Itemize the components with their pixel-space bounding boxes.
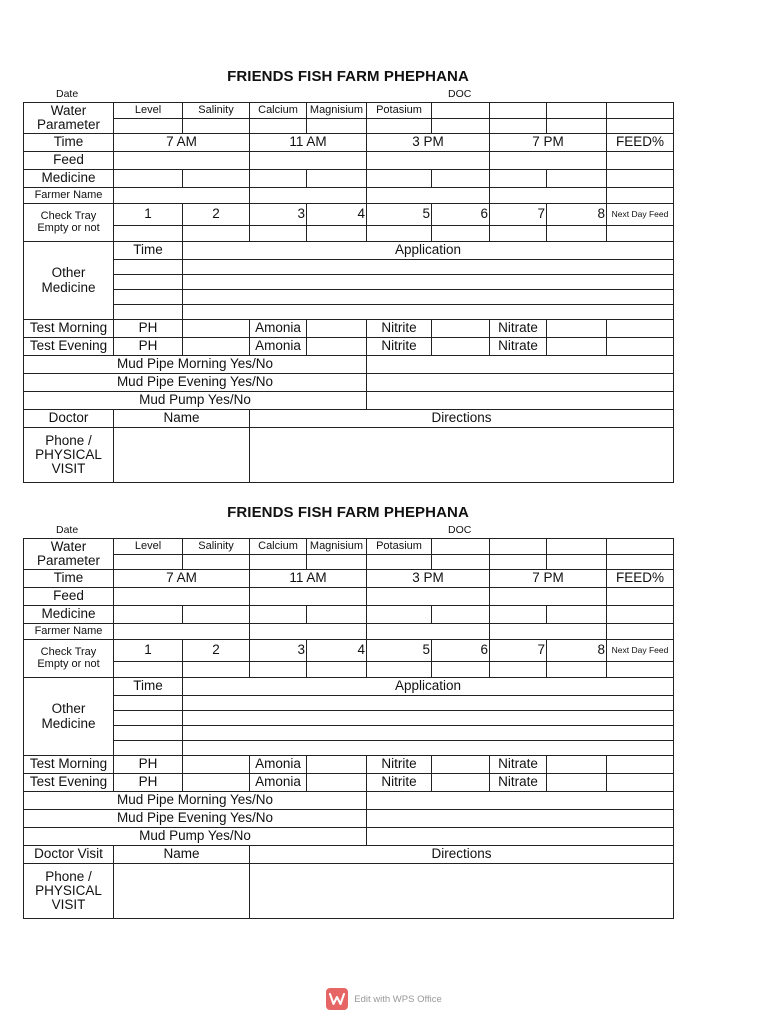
nitrite-cell[interactable] xyxy=(432,756,490,774)
farm-log-table xyxy=(23,538,674,919)
tray-number: 7 xyxy=(490,640,547,662)
doctor-directions-header: Directions xyxy=(250,410,674,428)
medicine-cell[interactable] xyxy=(183,606,250,624)
doctor-name-header: Name xyxy=(114,846,250,864)
medicine-cell[interactable] xyxy=(114,606,183,624)
phone-physical-visit-label: Phone / PHYSICAL VISIT xyxy=(24,428,114,483)
other-medicine-time-header: Time xyxy=(114,678,183,696)
feed-percent-header: FEED% xyxy=(607,570,674,588)
ph-label: PH xyxy=(114,338,183,356)
tray-number: 1 xyxy=(114,640,183,662)
medicine-cell[interactable] xyxy=(307,170,367,188)
doctor-name-header: Name xyxy=(114,410,250,428)
amonia-label: Amonia xyxy=(250,774,307,792)
tray-cell[interactable] xyxy=(183,662,250,678)
tray-cell[interactable] xyxy=(367,662,432,678)
tray-cell[interactable] xyxy=(547,662,607,678)
other-medicine-application-cell[interactable] xyxy=(183,275,674,290)
amonia-cell[interactable] xyxy=(307,756,367,774)
blank-cell[interactable] xyxy=(607,774,674,792)
water-parameter-label: Water Parameter xyxy=(24,539,114,570)
doc-label: DOC xyxy=(448,88,472,100)
level-header: Level xyxy=(114,103,183,119)
nitrite-label: Nitrite xyxy=(367,774,432,792)
mud-pump-cell[interactable] xyxy=(367,828,674,846)
blank-cell[interactable] xyxy=(432,103,490,119)
feed-percent-cell[interactable] xyxy=(607,152,674,170)
nitrate-label: Nitrate xyxy=(490,774,547,792)
mud-pipe-morning-cell[interactable] xyxy=(367,792,674,810)
feed-cell[interactable] xyxy=(114,588,250,606)
medicine-cell[interactable] xyxy=(547,606,607,624)
medicine-cell[interactable] xyxy=(183,170,250,188)
magnisium-value-cell[interactable] xyxy=(307,119,367,134)
other-medicine-time-cell[interactable] xyxy=(114,696,183,711)
medicine-cell[interactable] xyxy=(547,170,607,188)
wps-logo-icon xyxy=(326,988,348,1010)
tray-number: 2 xyxy=(183,640,250,662)
tray-cell[interactable] xyxy=(490,662,547,678)
blank-cell[interactable] xyxy=(607,539,674,555)
farmer-name-cell[interactable] xyxy=(114,188,250,204)
other-medicine-application-cell[interactable] xyxy=(183,711,674,726)
next-day-feed-cell[interactable] xyxy=(607,662,674,678)
blank-cell[interactable] xyxy=(607,119,674,134)
potasium-value-cell[interactable] xyxy=(367,555,432,570)
tray-cell[interactable] xyxy=(114,662,183,678)
water-parameter-label: Water Parameter xyxy=(24,103,114,134)
feed-cell[interactable] xyxy=(250,588,367,606)
nitrite-label: Nitrite xyxy=(367,338,432,356)
other-medicine-application-header: Application xyxy=(183,678,674,696)
blank-cell[interactable] xyxy=(607,555,674,570)
magnisium-header: Magnisium xyxy=(307,103,367,119)
tray-number: 8 xyxy=(547,204,607,226)
date-label: Date xyxy=(56,524,79,536)
farmer-name-label: Farmer Name xyxy=(24,624,114,640)
doctor-name-cell[interactable] xyxy=(114,428,250,483)
farmer-name-label: Farmer Name xyxy=(24,188,114,204)
blank-cell[interactable] xyxy=(490,555,547,570)
medicine-cell[interactable] xyxy=(114,170,183,188)
form-title: FRIENDS FISH FARM PHEPHANA xyxy=(227,68,469,85)
blank-cell[interactable] xyxy=(432,119,490,134)
other-medicine-time-cell[interactable] xyxy=(114,711,183,726)
farmer-name-cell[interactable] xyxy=(607,188,674,204)
medicine-cell[interactable] xyxy=(490,170,547,188)
other-medicine-application-cell[interactable] xyxy=(183,290,674,305)
tray-cell[interactable] xyxy=(432,226,490,242)
level-value-cell[interactable] xyxy=(114,555,183,570)
test-evening-label: Test Evening xyxy=(24,774,114,792)
nitrate-label: Nitrate xyxy=(490,338,547,356)
medicine-cell[interactable] xyxy=(432,170,490,188)
mud-pipe-evening-cell[interactable] xyxy=(367,374,674,392)
tray-number: 6 xyxy=(432,640,490,662)
blank-cell[interactable] xyxy=(607,338,674,356)
blank-cell[interactable] xyxy=(607,756,674,774)
check-tray-label: Check Tray Empty or not xyxy=(24,204,114,242)
tray-cell[interactable] xyxy=(547,226,607,242)
other-medicine-time-cell[interactable] xyxy=(114,290,183,305)
time-label: Time xyxy=(24,570,114,588)
other-medicine-time-cell[interactable] xyxy=(114,305,183,320)
level-header: Level xyxy=(114,539,183,555)
blank-cell[interactable] xyxy=(607,320,674,338)
ph-cell[interactable] xyxy=(183,338,250,356)
level-value-cell[interactable] xyxy=(114,119,183,134)
other-medicine-time-cell[interactable] xyxy=(114,260,183,275)
feed-cell[interactable] xyxy=(250,152,367,170)
amonia-label: Amonia xyxy=(250,756,307,774)
time-slot-7pm: 7 PM xyxy=(490,134,607,152)
other-medicine-application-header: Application xyxy=(183,242,674,260)
medicine-cell[interactable] xyxy=(367,606,432,624)
blank-cell[interactable] xyxy=(547,555,607,570)
medicine-cell[interactable] xyxy=(607,606,674,624)
nitrate-label: Nitrate xyxy=(490,320,547,338)
medicine-cell[interactable] xyxy=(250,170,307,188)
ph-label: PH xyxy=(114,774,183,792)
tray-number: 8 xyxy=(547,640,607,662)
feed-percent-cell[interactable] xyxy=(607,588,674,606)
farmer-name-cell[interactable] xyxy=(114,624,250,640)
blank-cell[interactable] xyxy=(432,555,490,570)
nitrite-label: Nitrite xyxy=(367,756,432,774)
other-medicine-application-cell[interactable] xyxy=(183,726,674,741)
next-day-feed-label: Next Day Feed xyxy=(607,204,674,226)
doc-label: DOC xyxy=(448,524,472,536)
tray-number: 5 xyxy=(367,640,432,662)
amonia-label: Amonia xyxy=(250,320,307,338)
other-medicine-application-cell[interactable] xyxy=(183,260,674,275)
ph-cell[interactable] xyxy=(183,320,250,338)
time-slot-7am: 7 AM xyxy=(114,134,250,152)
mud-pipe-evening-cell[interactable] xyxy=(367,810,674,828)
doctor-directions-header: Directions xyxy=(250,846,674,864)
medicine-label: Medicine xyxy=(24,606,114,624)
time-slot-7pm: 7 PM xyxy=(490,570,607,588)
medicine-cell[interactable] xyxy=(250,606,307,624)
feed-cell[interactable] xyxy=(114,152,250,170)
blank-cell[interactable] xyxy=(432,539,490,555)
farmer-name-cell[interactable] xyxy=(367,624,490,640)
next-day-feed-cell[interactable] xyxy=(607,226,674,242)
other-medicine-label: Other Medicine xyxy=(24,242,114,320)
amonia-label: Amonia xyxy=(250,338,307,356)
blank-cell[interactable] xyxy=(490,103,547,119)
farmer-name-cell[interactable] xyxy=(490,624,607,640)
doctor-name-cell[interactable] xyxy=(114,864,250,919)
doctor-visit-label: Doctor Visit xyxy=(24,846,114,864)
amonia-cell[interactable] xyxy=(307,320,367,338)
tray-cell[interactable] xyxy=(183,226,250,242)
wps-w-icon xyxy=(329,992,345,1006)
tray-cell[interactable] xyxy=(367,226,432,242)
mud-pipe-evening-label: Mud Pipe Evening Yes/No xyxy=(24,810,367,828)
ph-label: PH xyxy=(114,320,183,338)
tray-number: 3 xyxy=(250,204,307,226)
magnisium-header: Magnisium xyxy=(307,539,367,555)
other-medicine-time-cell[interactable] xyxy=(114,275,183,290)
tray-number: 3 xyxy=(250,640,307,662)
other-medicine-time-header: Time xyxy=(114,242,183,260)
feed-label: Feed xyxy=(24,588,114,606)
salinity-value-cell[interactable] xyxy=(183,555,250,570)
test-morning-label: Test Morning xyxy=(24,756,114,774)
wps-edit-banner[interactable] xyxy=(0,988,768,1010)
nitrate-cell[interactable] xyxy=(547,320,607,338)
tray-number: 5 xyxy=(367,204,432,226)
amonia-cell[interactable] xyxy=(307,338,367,356)
feed-cell[interactable] xyxy=(367,152,490,170)
wps-edit-text[interactable]: Edit with WPS Office xyxy=(354,993,442,1005)
farmer-name-cell[interactable] xyxy=(490,188,607,204)
mud-pipe-morning-label: Mud Pipe Morning Yes/No xyxy=(24,356,367,374)
magnisium-value-cell[interactable] xyxy=(307,555,367,570)
nitrite-cell[interactable] xyxy=(432,774,490,792)
tray-cell[interactable] xyxy=(250,662,307,678)
mud-pump-label: Mud Pump Yes/No xyxy=(24,828,367,846)
mud-pipe-morning-cell[interactable] xyxy=(367,356,674,374)
doctor-directions-cell[interactable] xyxy=(250,428,674,483)
tray-number: 4 xyxy=(307,204,367,226)
tray-cell[interactable] xyxy=(490,226,547,242)
time-slot-11am: 11 AM xyxy=(250,570,367,588)
amonia-cell[interactable] xyxy=(307,774,367,792)
test-morning-label: Test Morning xyxy=(24,320,114,338)
farmer-name-cell[interactable] xyxy=(607,624,674,640)
check-tray-label: Check Tray Empty or not xyxy=(24,640,114,678)
time-label: Time xyxy=(24,134,114,152)
blank-cell[interactable] xyxy=(490,539,547,555)
time-slot-3pm: 3 PM xyxy=(367,570,490,588)
medicine-cell[interactable] xyxy=(307,606,367,624)
blank-cell[interactable] xyxy=(547,103,607,119)
ph-cell[interactable] xyxy=(183,774,250,792)
tray-cell[interactable] xyxy=(432,662,490,678)
medicine-cell[interactable] xyxy=(490,606,547,624)
other-medicine-time-cell[interactable] xyxy=(114,726,183,741)
farm-log-table xyxy=(23,102,674,483)
tray-cell[interactable] xyxy=(307,662,367,678)
mud-pump-label: Mud Pump Yes/No xyxy=(24,392,367,410)
calcium-header: Calcium xyxy=(250,539,307,555)
salinity-header: Salinity xyxy=(183,539,250,555)
potasium-header: Potasium xyxy=(367,103,432,119)
date-label: Date xyxy=(56,88,79,100)
time-slot-7am: 7 AM xyxy=(114,570,250,588)
medicine-cell[interactable] xyxy=(432,606,490,624)
farmer-name-cell[interactable] xyxy=(250,624,367,640)
blank-cell[interactable] xyxy=(547,119,607,134)
test-evening-label: Test Evening xyxy=(24,338,114,356)
calcium-value-cell[interactable] xyxy=(250,555,307,570)
nitrite-cell[interactable] xyxy=(432,320,490,338)
tray-cell[interactable] xyxy=(307,226,367,242)
calcium-value-cell[interactable] xyxy=(250,119,307,134)
tray-number: 7 xyxy=(490,204,547,226)
doctor-directions-cell[interactable] xyxy=(250,864,674,919)
blank-cell[interactable] xyxy=(607,103,674,119)
other-medicine-label: Other Medicine xyxy=(24,678,114,756)
salinity-value-cell[interactable] xyxy=(183,119,250,134)
calcium-header: Calcium xyxy=(250,103,307,119)
potasium-header: Potasium xyxy=(367,539,432,555)
phone-physical-visit-label: Phone / PHYSICAL VISIT xyxy=(24,864,114,919)
other-medicine-time-cell[interactable] xyxy=(114,741,183,756)
ph-label: PH xyxy=(114,756,183,774)
tray-number: 4 xyxy=(307,640,367,662)
feed-cell[interactable] xyxy=(490,152,607,170)
tray-cell[interactable] xyxy=(250,226,307,242)
feed-percent-header: FEED% xyxy=(607,134,674,152)
blank-cell[interactable] xyxy=(490,119,547,134)
tray-number: 1 xyxy=(114,204,183,226)
nitrate-cell[interactable] xyxy=(547,774,607,792)
tray-number: 2 xyxy=(183,204,250,226)
time-slot-3pm: 3 PM xyxy=(367,134,490,152)
feed-cell[interactable] xyxy=(367,588,490,606)
farmer-name-cell[interactable] xyxy=(250,188,367,204)
medicine-cell[interactable] xyxy=(607,170,674,188)
nitrite-label: Nitrite xyxy=(367,320,432,338)
doctor-label: Doctor xyxy=(24,410,114,428)
feed-label: Feed xyxy=(24,152,114,170)
ph-cell[interactable] xyxy=(183,756,250,774)
mud-pump-cell[interactable] xyxy=(367,392,674,410)
nitrate-cell[interactable] xyxy=(547,338,607,356)
nitrite-cell[interactable] xyxy=(432,338,490,356)
mud-pipe-morning-label: Mud Pipe Morning Yes/No xyxy=(24,792,367,810)
mud-pipe-evening-label: Mud Pipe Evening Yes/No xyxy=(24,374,367,392)
potasium-value-cell[interactable] xyxy=(367,119,432,134)
farmer-name-cell[interactable] xyxy=(367,188,490,204)
form-title: FRIENDS FISH FARM PHEPHANA xyxy=(227,504,469,521)
time-slot-11am: 11 AM xyxy=(250,134,367,152)
tray-cell[interactable] xyxy=(114,226,183,242)
blank-cell[interactable] xyxy=(547,539,607,555)
next-day-feed-label: Next Day Feed xyxy=(607,640,674,662)
other-medicine-application-cell[interactable] xyxy=(183,741,674,756)
nitrate-label: Nitrate xyxy=(490,756,547,774)
medicine-label: Medicine xyxy=(24,170,114,188)
nitrate-cell[interactable] xyxy=(547,756,607,774)
other-medicine-application-cell[interactable] xyxy=(183,696,674,711)
salinity-header: Salinity xyxy=(183,103,250,119)
feed-cell[interactable] xyxy=(490,588,607,606)
tray-number: 6 xyxy=(432,204,490,226)
other-medicine-application-cell[interactable] xyxy=(183,305,674,320)
medicine-cell[interactable] xyxy=(367,170,432,188)
